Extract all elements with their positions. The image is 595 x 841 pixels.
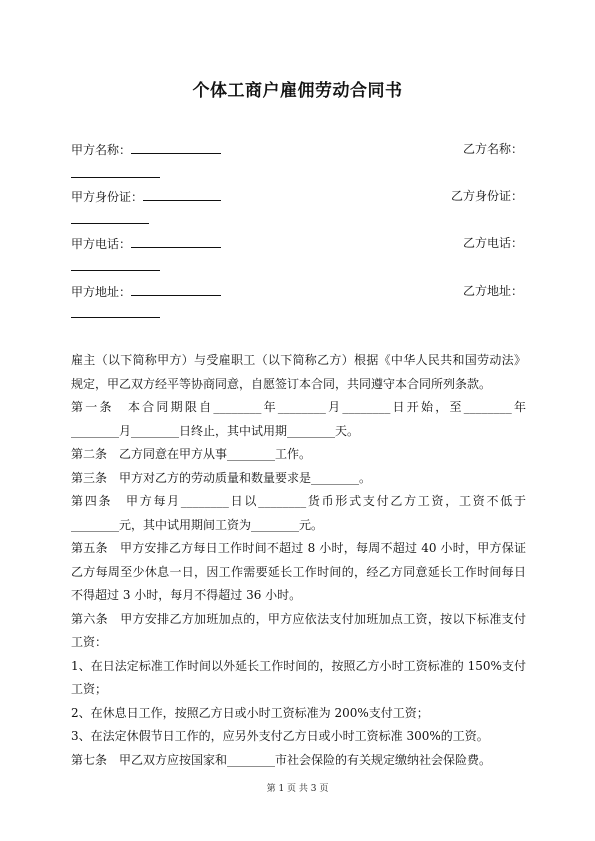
clause-6-item-1: 1、在日法定标准工作时间以外延长工作时间的，按照乙方小时工资标准的 150%支付工资；: [71, 658, 526, 696]
party-b-id-field[interactable]: [71, 223, 149, 224]
clause-2: 第二条 乙方同意在甲方从事________工作。: [71, 447, 312, 461]
party-a-phone-field[interactable]: [131, 235, 221, 248]
clause-4: 第四条 甲方每月________日以________货币形式支付乙方工资，工资不低于________元，其中试用期间工资为________元。: [71, 494, 526, 532]
party-a-address-field[interactable]: [131, 283, 221, 296]
party-b-address-field[interactable]: [71, 317, 160, 318]
clause-7: 第七条 甲乙双方应按国家和________市社会保险的有关规定缴纳社会保险费。: [71, 752, 492, 767]
party-b-address-label: 乙方地址：: [462, 284, 523, 298]
party-b-phone-field[interactable]: [71, 270, 160, 271]
party-a-name-field[interactable]: [131, 141, 221, 154]
clause-1: 第一条 本合同期限自________年________月________日开始，至________年________月________日终止，其中试用期________天。: [71, 400, 526, 438]
page-number: 第 1 页 共 3 页: [266, 784, 329, 794]
clause-3: 第三条 甲方对乙方的劳动质量和数量要求是________。: [71, 470, 372, 485]
party-a-id-label: 甲方身份证：: [71, 190, 144, 204]
intro-paragraph: 雇主（以下简称甲方）与受雇职工（以下简称乙方）根据《中华人民共和国劳动法》规定，甲乙双方经平等协商同意，自愿签订本合同，共同遵守本合同所列条款。: [71, 353, 526, 391]
party-a-id-field[interactable]: [143, 188, 221, 201]
clause-6-item-3: 3、在法定休假节日工作的，应另外支付乙方日或小时工资标准 300%的工资。: [71, 729, 489, 743]
document-title: 个体工商户雇佣劳动合同书: [192, 81, 403, 101]
clause-5: 第五条 甲方安排乙方每日工作时间不超过 8 小时，每周不超过 40 小时，甲方保证乙方每周至少休息一日，因工作需要延长工作时间的，经乙方同意延长工作时间每日不得超过 3 小时，每月不得超过 36 小时。: [71, 541, 526, 602]
party-b-name-field[interactable]: [71, 177, 160, 178]
contract-body: [71, 349, 526, 772]
party-b-phone-label: 乙方电话：: [462, 236, 523, 250]
party-b-id-label: 乙方身份证：: [450, 189, 523, 203]
party-a-address-label: 甲方地址：: [71, 285, 132, 299]
party-a-phone-label: 甲方电话：: [71, 237, 132, 251]
party-b-name-label: 乙方名称：: [462, 142, 523, 156]
party-a-name-label: 甲方名称：: [71, 143, 132, 157]
clause-6: 第六条 甲方安排乙方加班加点的，甲方应依法支付加班加点工资，按以下标准支付工资：: [71, 611, 526, 649]
clause-6-item-2: 2、在休息日工作，按照乙方日或小时工资标准为 200%支付工资；: [71, 705, 429, 720]
